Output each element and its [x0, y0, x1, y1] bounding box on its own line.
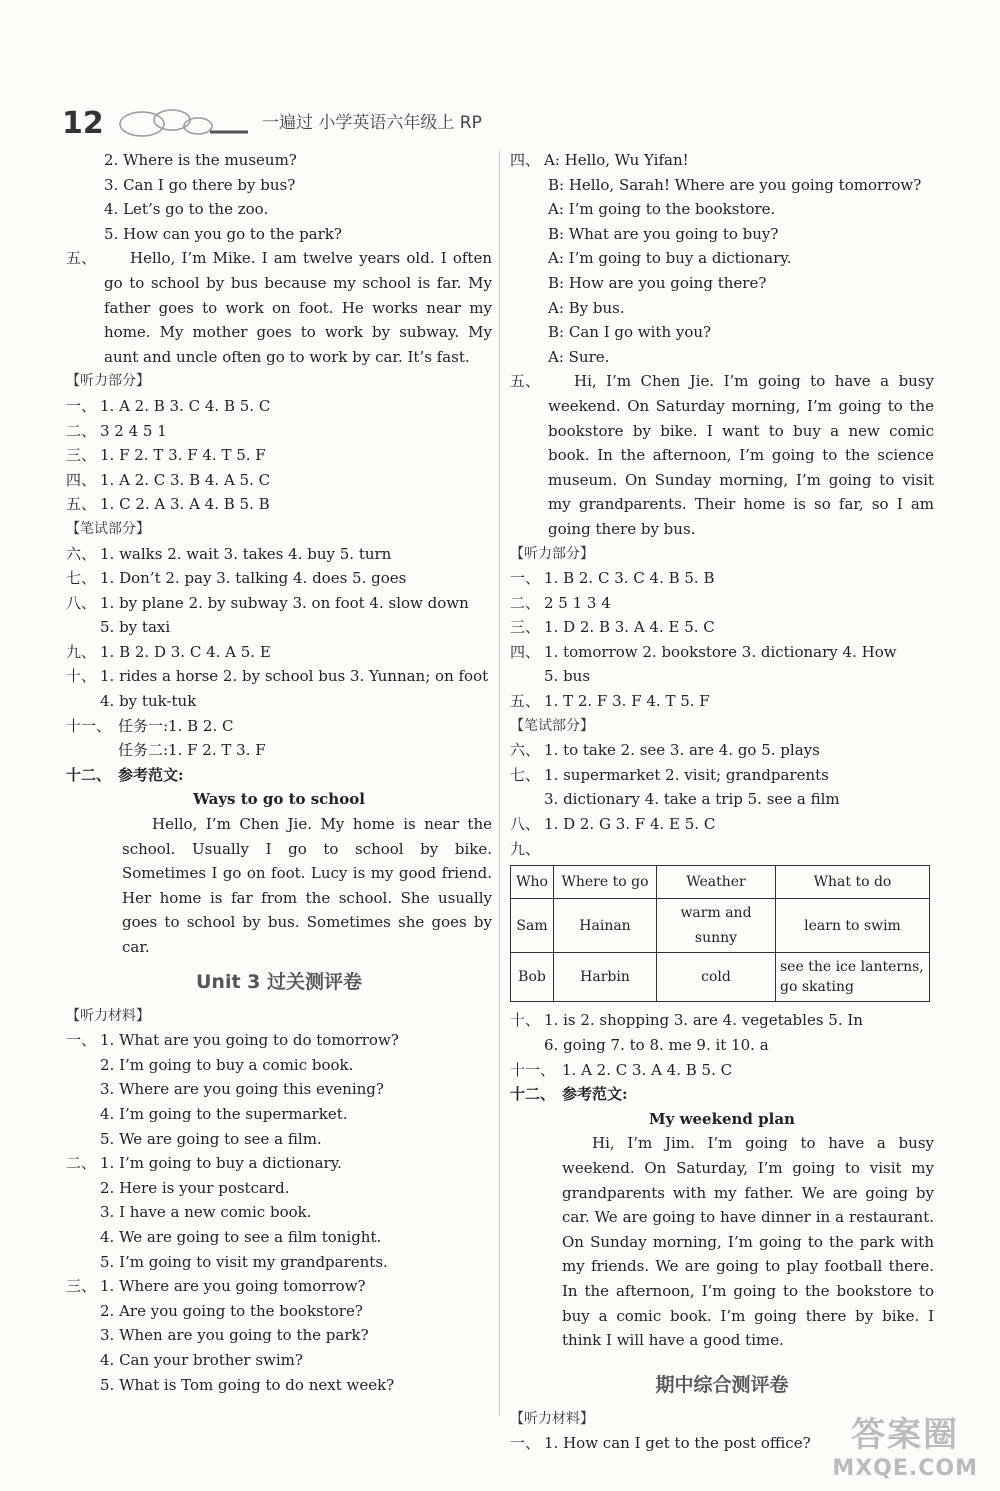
right-column — [510, 148, 934, 1456]
table-header-row — [511, 866, 930, 899]
book-title: 一遍过 小学英语六年级上 RP — [262, 113, 482, 133]
answer-row: 4. by tuk-tuk — [100, 692, 197, 711]
list-item: 2. Where is the museum? — [104, 151, 297, 169]
answer-row: 一、 1. B 2. C 3. C 4. B 5. B — [510, 569, 715, 588]
section-header: 【听力材料】 — [66, 1007, 150, 1024]
essay-text: Hello, I’m Chen Jie. My home is near the school. Usually I go to school by bike. Sometimes I go on foot. Lucy is my good friend. Her home is far from the school. She usually goes to school by bus. Sometimes she goes by car. — [122, 815, 492, 956]
dialogue-line: B: Can I go with you? — [548, 323, 712, 342]
dialogue-line: B: What are you going to buy? — [548, 224, 779, 243]
dialogue-line: A: I’m going to buy a dictionary. — [548, 249, 792, 268]
material-line: 三、 1. Where are you going tomorrow? — [66, 1277, 366, 1296]
list-item: 5. How can you go to the park? — [104, 224, 342, 243]
section-number: 五、 — [510, 372, 541, 391]
answer-row: 七、 1. Don’t 2. pay 3. talking 4. does 5. goes — [66, 569, 407, 588]
answer-row: 5. bus — [544, 667, 591, 686]
table-cell: Bob — [511, 953, 554, 1002]
answer-row: 十一、 1. A 2. C 3. A 4. B 5. C — [510, 1060, 733, 1079]
midterm-title: 期中综合测评卷 — [655, 1373, 789, 1396]
answer-row: 六、 1. walks 2. wait 3. takes 4. buy 5. turn — [66, 544, 392, 563]
dialogue-line: 四、 A: Hello, Wu Yifan! — [510, 151, 689, 169]
answer-table — [510, 865, 930, 1002]
essay-title: My weekend plan — [649, 1109, 795, 1128]
dialogue-line: B: Hello, Sarah! Where are you going tomorrow? — [548, 175, 922, 194]
table-cell: Hainan — [554, 899, 657, 953]
answer-row: 一、 1. A 2. B 3. C 4. B 5. C — [66, 396, 271, 415]
table-header: What to do — [776, 866, 930, 899]
table-header: Weather — [657, 866, 776, 899]
answer-row: 三、 1. F 2. T 3. F 4. T 5. F — [66, 446, 266, 465]
passage-five — [510, 369, 934, 541]
column-divider — [499, 150, 500, 1415]
answer-row: 五、 1. C 2. A 3. A 4. B 5. B — [66, 495, 270, 514]
section-header: 【笔试部分】 — [510, 717, 594, 734]
section-header: 【笔试部分】 — [66, 520, 150, 537]
answer-row: 5. by taxi — [100, 618, 171, 637]
table-row — [511, 899, 930, 953]
material-line: 4. Can your brother swim? — [100, 1350, 303, 1369]
material-line: 5. We are going to see a film. — [100, 1129, 322, 1148]
material-line: 3. When are you going to the park? — [100, 1326, 369, 1345]
list-item: 3. Can I go there by bus? — [104, 175, 296, 194]
essay-text: Hi, I’m Jim. I’m going to have a busy weekend. On Saturday, I’m going to visit my grandparents with my father. We are going by car. We are going to have dinner in a restaurant. On Sunday morning, I’m going to the park with my friends. We are going to play football there. In the afternoon, I’m going to the bookstore to buy a comic book. I’m going there by bike. I think I will have a good time. — [562, 1134, 934, 1350]
watermark-logo: 答案圈 MXQE.COM — [832, 1415, 978, 1481]
answer-row: 八、 1. by plane 2. by subway 3. on foot 4. slow down — [66, 593, 469, 612]
material-line: 2. Here is your postcard. — [100, 1178, 290, 1197]
answer-row: 九、 — [510, 839, 541, 858]
table-cell: cold — [657, 953, 776, 1002]
table-cell: warm and sunny — [657, 899, 776, 953]
dialogue-line: A: I’m going to the bookstore. — [548, 200, 776, 219]
material-line: 5. What is Tom going to do next week? — [100, 1375, 395, 1394]
passage-five — [66, 246, 492, 369]
list-item: 4. Let’s go to the zoo. — [104, 200, 269, 219]
page-header — [62, 100, 502, 150]
essay-title: Ways to go to school — [193, 790, 365, 809]
section-header: 【听力部分】 — [66, 373, 150, 390]
page-number: 12 — [62, 106, 104, 141]
dialogue-line: B: How are you going there? — [548, 273, 767, 292]
decorative-doodle-icon — [110, 102, 250, 142]
answer-row: 十、 1. is 2. shopping 3. are 4. vegetables 5. In — [510, 1011, 863, 1030]
answer-row: 十二、 参考范文: — [510, 1085, 628, 1104]
material-line: 5. I’m going to visit my grandparents. — [100, 1252, 388, 1271]
answer-row: 六、 1. to take 2. see 3. are 4. go 5. plays — [510, 741, 820, 760]
answer-row: 十二、 参考范文: — [66, 765, 184, 784]
answer-row: 十一、 任务一:1. B 2. C — [66, 716, 234, 735]
section-header: 【听力材料】 — [510, 1410, 594, 1427]
table-header: Where to go — [554, 866, 657, 899]
answer-row: 四、 1. A 2. C 3. B 4. A 5. C — [66, 470, 271, 489]
table-header: Who — [511, 866, 554, 899]
answer-row: 6. going 7. to 8. me 9. it 10. a — [544, 1036, 769, 1054]
answer-row: 八、 1. D 2. G 3. F 4. E 5. C — [510, 815, 716, 834]
passage-text: Hello, I’m Mike. I am twelve years old. I often go to school by bus because my school is far. My father goes to work on foot. He works near my home. My mother goes to work by subway. My aunt and uncle often go to work by car. It’s fast. — [104, 249, 492, 366]
answer-row: 三、 1. D 2. B 3. A 4. E 5. C — [510, 618, 715, 637]
left-column — [66, 148, 492, 1397]
dialogue-line: A: Sure. — [548, 347, 610, 366]
answer-row: 3. dictionary 4. take a trip 5. see a film — [544, 790, 840, 809]
table-cell: see the ice lanterns, go skating — [776, 953, 930, 1002]
material-line: 4. I’m going to the supermarket. — [100, 1104, 348, 1123]
answer-row: 四、 1. tomorrow 2. bookstore 3. dictionary 4. How — [510, 642, 897, 661]
material-line: 一、 1. How can I get to the post office? — [510, 1434, 811, 1453]
material-line: 2. Are you going to the bookstore? — [100, 1301, 363, 1320]
table-cell: Harbin — [554, 953, 657, 1002]
material-line: 3. Where are you going this evening? — [100, 1080, 384, 1099]
dialogue-line: A: By bus. — [548, 298, 625, 317]
answer-row: 二、 2 5 1 3 4 — [510, 593, 611, 612]
table-cell: learn to swim — [776, 899, 930, 953]
section-number: 五、 — [66, 249, 97, 268]
answer-row: 任务二:1. F 2. T 3. F — [118, 741, 266, 760]
material-line: 3. I have a new comic book. — [100, 1203, 312, 1222]
material-line: 4. We are going to see a film tonight. — [100, 1227, 382, 1246]
material-line: 二、 1. I’m going to buy a dictionary. — [66, 1154, 342, 1173]
material-line: 一、 1. What are you going to do tomorrow? — [66, 1031, 399, 1050]
answer-row: 九、 1. B 2. D 3. C 4. A 5. E — [66, 642, 271, 661]
passage-text: Hi, I’m Chen Jie. I’m going to have a busy weekend. On Saturday morning, I’m going to the bookstore by bike. I want to buy a new comic book. In the afternoon, I’m going to the science museum. On Sunday morning, I’m going to visit my grandparents. Their home is so far, so I am going there by bus. — [548, 372, 934, 538]
answer-row: 十、 1. rides a horse 2. by school bus 3. Yunnan; on foot — [66, 667, 489, 686]
table-cell: Sam — [511, 899, 554, 953]
answer-row: 五、 1. T 2. F 3. F 4. T 5. F — [510, 692, 710, 711]
table-row — [511, 953, 930, 1002]
section-header: 【听力部分】 — [510, 545, 594, 562]
material-line: 2. I’m going to buy a comic book. — [100, 1055, 354, 1074]
unit-title: Unit 3 过关测评卷 — [196, 970, 362, 993]
answer-row: 七、 1. supermarket 2. visit; grandparents — [510, 765, 829, 784]
answer-row: 二、 3 2 4 5 1 — [66, 421, 167, 440]
